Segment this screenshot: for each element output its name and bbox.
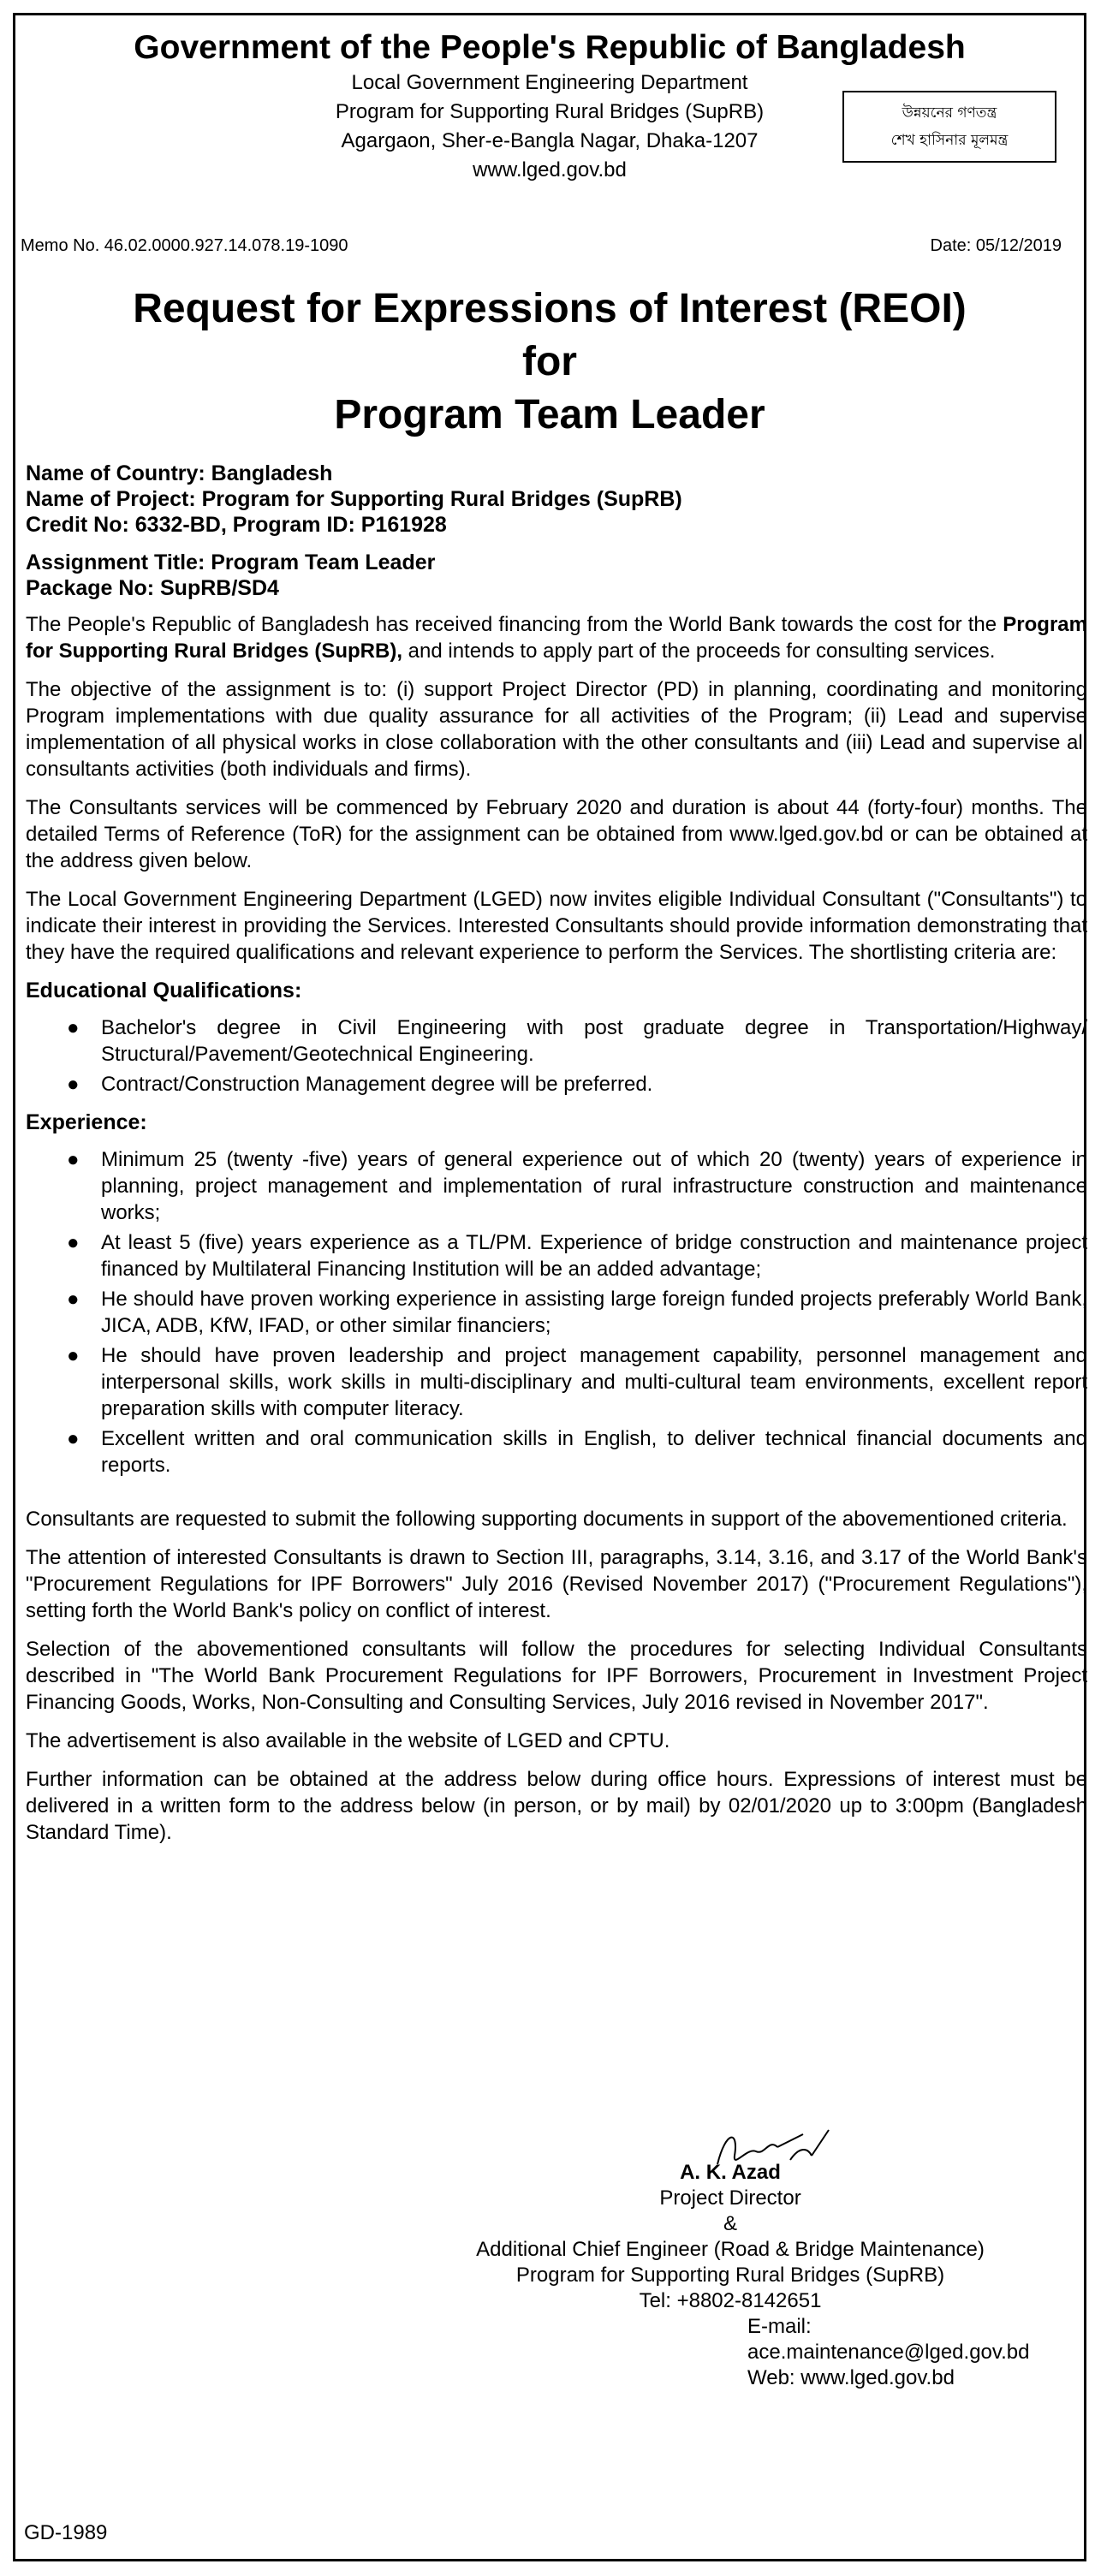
contact-phone: Tel: +8802-8142651 bbox=[639, 2289, 822, 2312]
paragraph-financing bbox=[26, 611, 1087, 664]
gd-code: GD-1989 bbox=[24, 2521, 108, 2544]
paragraph-text: The People's Republic of Bangladesh has received financing from the World Bank towards the cost for the bbox=[26, 613, 1003, 636]
paragraph-invitation: The Local Government Engineering Department (LGED) now invites eligible Individual Consultant ("Consultants") to indicate their interest in providing the Services. Interested Consultants should provide information demonstrating that they have the required qualifications and relevant experience to perform the Services. The shortlisting criteria are: bbox=[26, 888, 1087, 964]
paragraph-schedule: The Consultants services will be commenced by February 2020 and duration is about 44 (forty-four) months. The detailed Terms of Reference (ToR) for the assignment can be obtained from www.lged.gov.bd or can be obtained at the address given below. bbox=[26, 796, 1087, 872]
header-website: www.lged.gov.bd bbox=[473, 158, 627, 181]
list-item bbox=[26, 1425, 1087, 1478]
signatory-title: Project Director bbox=[659, 2186, 801, 2210]
bullet-icon: ● bbox=[67, 1073, 80, 1096]
package-number: Package No: SupRB/SD4 bbox=[26, 576, 279, 600]
list-item-text: At least 5 (five) years experience as a TL/PM. Experience of bridge construction and maintenance project financed by Multilateral Financing Institution will be an added advantage; bbox=[101, 1231, 1087, 1281]
program-name: Program for Supporting Rural Bridges (SupRB) bbox=[335, 100, 765, 123]
signatory-name: A. K. Azad bbox=[680, 2161, 781, 2184]
experience-list bbox=[26, 1146, 1087, 1478]
bullet-icon: ● bbox=[67, 1016, 80, 1039]
motto-line: উন্নয়নের গণতন্ত্র bbox=[902, 104, 997, 122]
education-heading: Educational Qualifications: bbox=[26, 979, 302, 1002]
contact-email: E-mail: ace.maintenance@lged.gov.bd bbox=[747, 2315, 1030, 2364]
list-item bbox=[26, 1229, 1087, 1282]
paragraph-submission: Further information can be obtained at the address below during office hours. Expressions of interest must be delivered in a written form to the address below (in person, or by mail) by 02/01/2020 up to 3:00pm (Bangladesh Standard Time). bbox=[26, 1768, 1087, 1844]
list-item-text: Contract/Construction Management degree will be preferred. bbox=[101, 1073, 653, 1096]
title-line: for bbox=[522, 339, 577, 384]
advertisement-frame bbox=[13, 13, 1086, 2561]
department-name: Local Government Engineering Department bbox=[351, 71, 748, 94]
bullet-icon: ● bbox=[67, 1344, 80, 1367]
list-item bbox=[26, 1014, 1087, 1068]
list-item bbox=[26, 1146, 1087, 1226]
signature-block bbox=[392, 2160, 1068, 2391]
list-item-text: He should have proven working experience in assisting large foreign funded projects preferably World Bank, JICA, ADB, KfW, IFAD, or other similar financiers; bbox=[101, 1288, 1087, 1337]
project-name: Name of Project: Program for Supporting Rural Bridges (SupRB) bbox=[26, 487, 682, 511]
contact-web: Web: www.lged.gov.bd bbox=[747, 2366, 955, 2389]
bullet-icon: ● bbox=[67, 1427, 80, 1450]
title-line: Request for Expressions of Interest (REOI) bbox=[133, 286, 967, 331]
list-item-text: He should have proven leadership and project management capability, personnel management and interpersonal skills, work skills in multi-disciplinary and multi-cultural team environments, excellent report preparation skills with computer literacy. bbox=[101, 1344, 1087, 1420]
credit-number: Credit No: 6332-BD, Program ID: P161928 bbox=[26, 513, 447, 537]
list-item-text: Minimum 25 (twenty -five) years of general experience out of which 20 (twenty) years of experience in planning, project management and implementation of rural infrastructure construction and maintenance works; bbox=[101, 1148, 1087, 1224]
paragraph-selection: Selection of the abovementioned consultants will follow the procedures for selecting Individual Consultants described in "The World Bank Procurement Regulations for IPF Borrowers, Procurement in Investment Project Financing Goods, Works, Non-Consulting and Consulting Services, July 2016 revised in November 2017". bbox=[26, 1638, 1087, 1714]
motto-box bbox=[842, 91, 1056, 163]
title-line: Program Team Leader bbox=[334, 392, 765, 437]
signatory-title2: Additional Chief Engineer (Road & Bridge Maintenance) bbox=[476, 2238, 985, 2261]
bullet-icon: ● bbox=[67, 1148, 80, 1171]
list-item-text: Bachelor's degree in Civil Engineering with post graduate degree in Transportation/Highway/ Structural/Pavement/Geotechnical Engineering. bbox=[101, 1016, 1087, 1066]
list-item bbox=[26, 1071, 1087, 1098]
paragraph-documents: Consultants are requested to submit the following supporting documents in support of the abovementioned criteria. bbox=[26, 1508, 1068, 1531]
bullet-icon: ● bbox=[67, 1231, 80, 1254]
country-name: Name of Country: Bangladesh bbox=[26, 461, 333, 485]
paragraph-objective: The objective of the assignment is to: (i) support Project Director (PD) in planning, coordinating and monitoring Program implementations with due quality assurance for all activities of the Program; (ii) Lead and supervise implementation of all physical works in close collaboration with the other consultants and (iii) Lead and supervise all consultants activities (both individuals and firms). bbox=[26, 678, 1087, 781]
notice-title bbox=[15, 283, 1084, 442]
assignment-title: Assignment Title: Program Team Leader bbox=[26, 550, 436, 574]
paragraph-availability: The advertisement is also available in the website of LGED and CPTU. bbox=[26, 1729, 670, 1752]
education-list bbox=[26, 1014, 1087, 1098]
memo-date: Date: 05/12/2019 bbox=[930, 236, 1062, 255]
office-address: Agargaon, Sher-e-Bangla Nagar, Dhaka-1207 bbox=[341, 129, 759, 152]
notice-body bbox=[26, 461, 1087, 1858]
ampersand: & bbox=[723, 2212, 737, 2235]
signatory-program: Program for Supporting Rural Bridges (SupRB) bbox=[515, 2264, 945, 2287]
experience-heading: Experience: bbox=[26, 1110, 147, 1134]
paragraph-text: and intends to apply part of the proceeds for consulting services. bbox=[402, 640, 996, 663]
list-item bbox=[26, 1286, 1087, 1339]
paragraph-conflict: The attention of interested Consultants is drawn to Section III, paragraphs, 3.14, 3.16, and 3.17 of the World Bank's "Procurement Regulations for IPF Borrowers" July 2016 (Revised November 2017) ("Procurement Regulations"), setting forth the World Bank's policy on conflict of interest. bbox=[26, 1546, 1087, 1622]
government-title: Government of the People's Republic of Bangladesh bbox=[134, 29, 966, 66]
program-highlight: Program for Supporting Rural Bridges (SupRB), bbox=[26, 613, 1087, 663]
list-item-text: Excellent written and oral communication skills in English, to deliver technical financial documents and reports. bbox=[101, 1427, 1087, 1477]
motto-line: শেখ হাসিনার মূলমন্ত্র bbox=[890, 132, 1009, 149]
bullet-icon: ● bbox=[67, 1288, 80, 1311]
list-item bbox=[26, 1342, 1087, 1422]
memo-number: Memo No. 46.02.0000.927.14.078.19-1090 bbox=[21, 236, 348, 255]
